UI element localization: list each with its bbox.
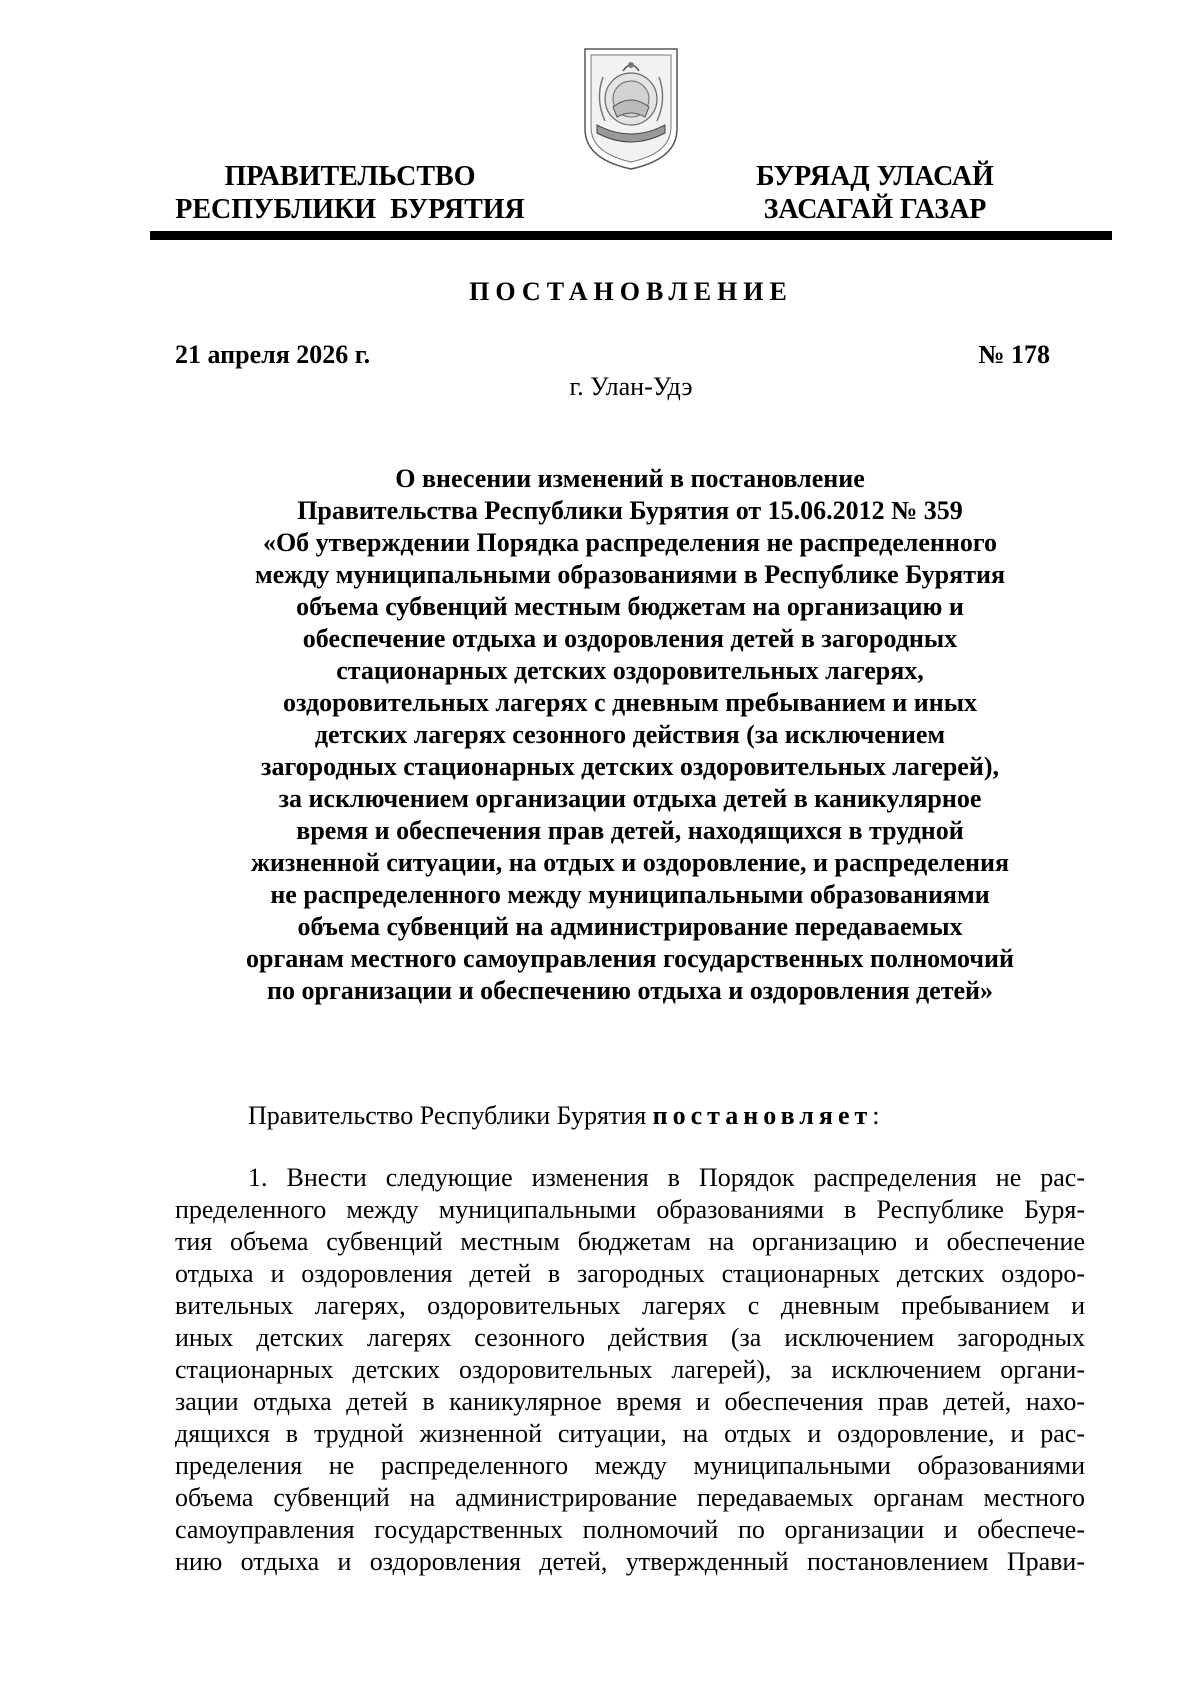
body-line: зации отдыха детей в каникулярное время и обеспечения прав детей, нахо- (175, 1387, 1085, 1416)
title-line: за исключением организации отдыха детей в каникулярное (278, 784, 982, 813)
body-line: пределенного между муниципальными образованиями в Республике Буря- (175, 1195, 1085, 1224)
resolution-clause (248, 1100, 880, 1132)
document-place: г. Улан-Удэ (569, 372, 693, 401)
resolution-keyword: постановляет (652, 1101, 873, 1130)
title-line: не распределенного между муниципальными образованиями (270, 880, 990, 909)
title-line: по организации и обеспечению отдыха и оздоровления детей» (267, 976, 993, 1005)
header-right-line1: БУРЯАД УЛАСАЙ (756, 161, 994, 192)
body-line: стационарных детских оздоровительных лагерей), за исключением органи- (175, 1355, 1085, 1384)
title-line: объема субвенций на администрирование передаваемых (297, 912, 963, 941)
title-line: обеспечение отдыха и оздоровления детей в загородных (302, 624, 958, 653)
body-line: вительных лагерях, оздоровительных лагерях с дневным пребыванием и (175, 1291, 1085, 1320)
body-line: иных детских лагерях сезонного действия (за исключением загородных (175, 1323, 1085, 1352)
document-number: № 178 (978, 340, 1050, 369)
title-line: О внесении изменений в постановление (395, 464, 865, 493)
title-line: между муниципальными образованиями в Республике Бурятия (254, 560, 1006, 589)
title-line: стационарных детских оздоровительных лагерях, (336, 656, 924, 685)
header-left-line1: ПРАВИТЕЛЬСТВО (224, 161, 476, 192)
title-line: детских лагерях сезонного действия (за исключением (314, 720, 946, 749)
document-title (175, 463, 1085, 1007)
document-type: ПОСТАНОВЛЕНИЕ (469, 277, 793, 306)
header-right-line2: ЗАСАГАЙ ГАЗАР (763, 194, 987, 225)
title-line: оздоровительных лагерях с дневным пребыванием и иных (282, 688, 978, 717)
title-line: жизненной ситуации, на отдых и оздоровление, и распределения (250, 848, 1010, 877)
body-line: нию отдыха и оздоровления детей, утвержденный постановлением Прави- (175, 1547, 1085, 1576)
body-line: 1. Внести следующие изменения в Порядок распределения не рас- (248, 1163, 1085, 1192)
body-line: тия объема субвенций местным бюджетам на организацию и обеспечение (175, 1227, 1085, 1256)
title-line: Правительства Республики Бурятия от 15.06.2012 № 359 (297, 496, 963, 525)
header-government-bua (725, 160, 1025, 226)
body-line: дящихся в трудной жизненной ситуации, на отдых и оздоровление, и рас- (175, 1419, 1085, 1448)
title-line: объема субвенций местным бюджетам на организацию и (296, 592, 964, 621)
title-line: «Об утверждении Порядка распределения не распределенного (262, 528, 998, 557)
coat-of-arms-icon (583, 47, 679, 171)
body-line: отдыха и оздоровления детей в загородных стационарных детских оздоро- (175, 1259, 1085, 1288)
header-government-ru (150, 160, 550, 226)
document-date: 21 апреля 2026 г. (175, 340, 371, 369)
body-line: пределения не распределенного между муниципальными образованиями (175, 1451, 1085, 1480)
title-line: органам местного самоуправления государственных полномочий (245, 944, 1014, 973)
title-line: время и обеспечения прав детей, находящихся в трудной (296, 816, 964, 845)
body-paragraph (175, 1162, 1085, 1578)
header-divider (150, 231, 1112, 240)
body-line: объема субвенций на администрирование передаваемых органам местного (175, 1483, 1085, 1512)
title-line: загородных стационарных детских оздоровительных лагерей), (261, 752, 999, 781)
resolution-suffix: : (872, 1101, 880, 1130)
body-line: самоуправления государственных полномочий по организации и обеспече- (175, 1515, 1085, 1544)
resolution-prefix: Правительство Республики Бурятия (248, 1101, 647, 1130)
header-left-line2: РЕСПУБЛИКИ БУРЯТИЯ (175, 194, 525, 225)
